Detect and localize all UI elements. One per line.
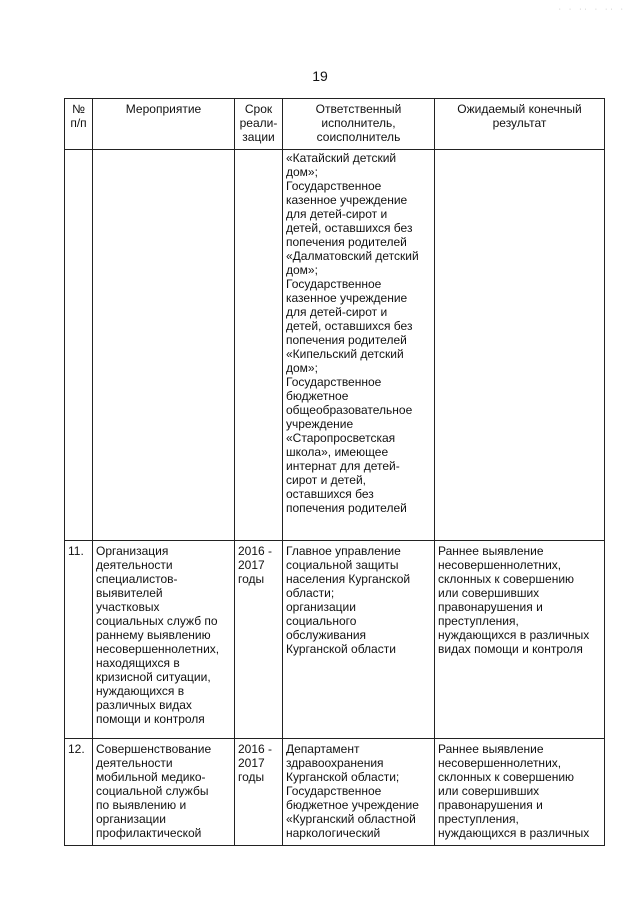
row-number: 11. [65, 541, 93, 739]
table-row [65, 541, 605, 739]
row-activity [93, 150, 235, 541]
page-number: 19 [312, 68, 328, 84]
row-number [65, 150, 93, 541]
header-term: Срок реали- зации [235, 99, 283, 150]
header-number: № п/п [65, 99, 93, 150]
row-term [235, 150, 283, 541]
table-row [65, 150, 605, 541]
table-header-row [65, 99, 605, 150]
table-row [65, 739, 605, 846]
row-result: Раннее выявление несовершеннолетних, склонных к совершению или совершивших правонарушения и преступления, нуждающихся в различных видах помощи и контроля [435, 541, 605, 739]
row-activity: Совершенствование деятельности мобильной медико- социальной службы по выявлению и организации профилактической [93, 739, 235, 846]
row-number: 12. [65, 739, 93, 846]
row-result [435, 150, 605, 541]
row-term: 2016 - 2017 годы [235, 739, 283, 846]
measures-table [64, 98, 605, 846]
scan-corner-mark: · · ·· · ·· · [558, 6, 626, 13]
header-activity: Мероприятие [93, 99, 235, 150]
row-responsible: Главное управление социальной защиты населения Курганской области; организации социального обслуживания Курганской области [283, 541, 435, 739]
row-activity: Организация деятельности специалистов- выявителей участковых социальных служб по раннему выявлению несовершеннолетних, находящихся в кризисной ситуации, нуждающихся в различных видах помощи и контроля [93, 541, 235, 739]
row-responsible: «Катайский детский дом»; Государственное казенное учреждение для детей-сирот и детей, оставшихся без попечения родителей «Далматовский детский дом»; Государственное казенное учреждение для детей-сирот и детей, оставшихся без попечения родителей «Кипельский детский дом»; Государственное бюджетное общеобразовательное учреждение «Старопросветская школа», имеющее интернат для детей- сирот и детей, оставшихся без попечения родителей [283, 150, 435, 541]
row-term: 2016 - 2017 годы [235, 541, 283, 739]
row-responsible: Департамент здравоохранения Курганской области; Государственное бюджетное учреждение «Курганский областной наркологический [283, 739, 435, 846]
header-result: Ожидаемый конечный результат [435, 99, 605, 150]
row-result: Раннее выявление несовершеннолетних, склонных к совершению или совершивших правонарушения и преступления, нуждающихся в различных [435, 739, 605, 846]
header-responsible: Ответственный исполнитель, соисполнитель [283, 99, 435, 150]
